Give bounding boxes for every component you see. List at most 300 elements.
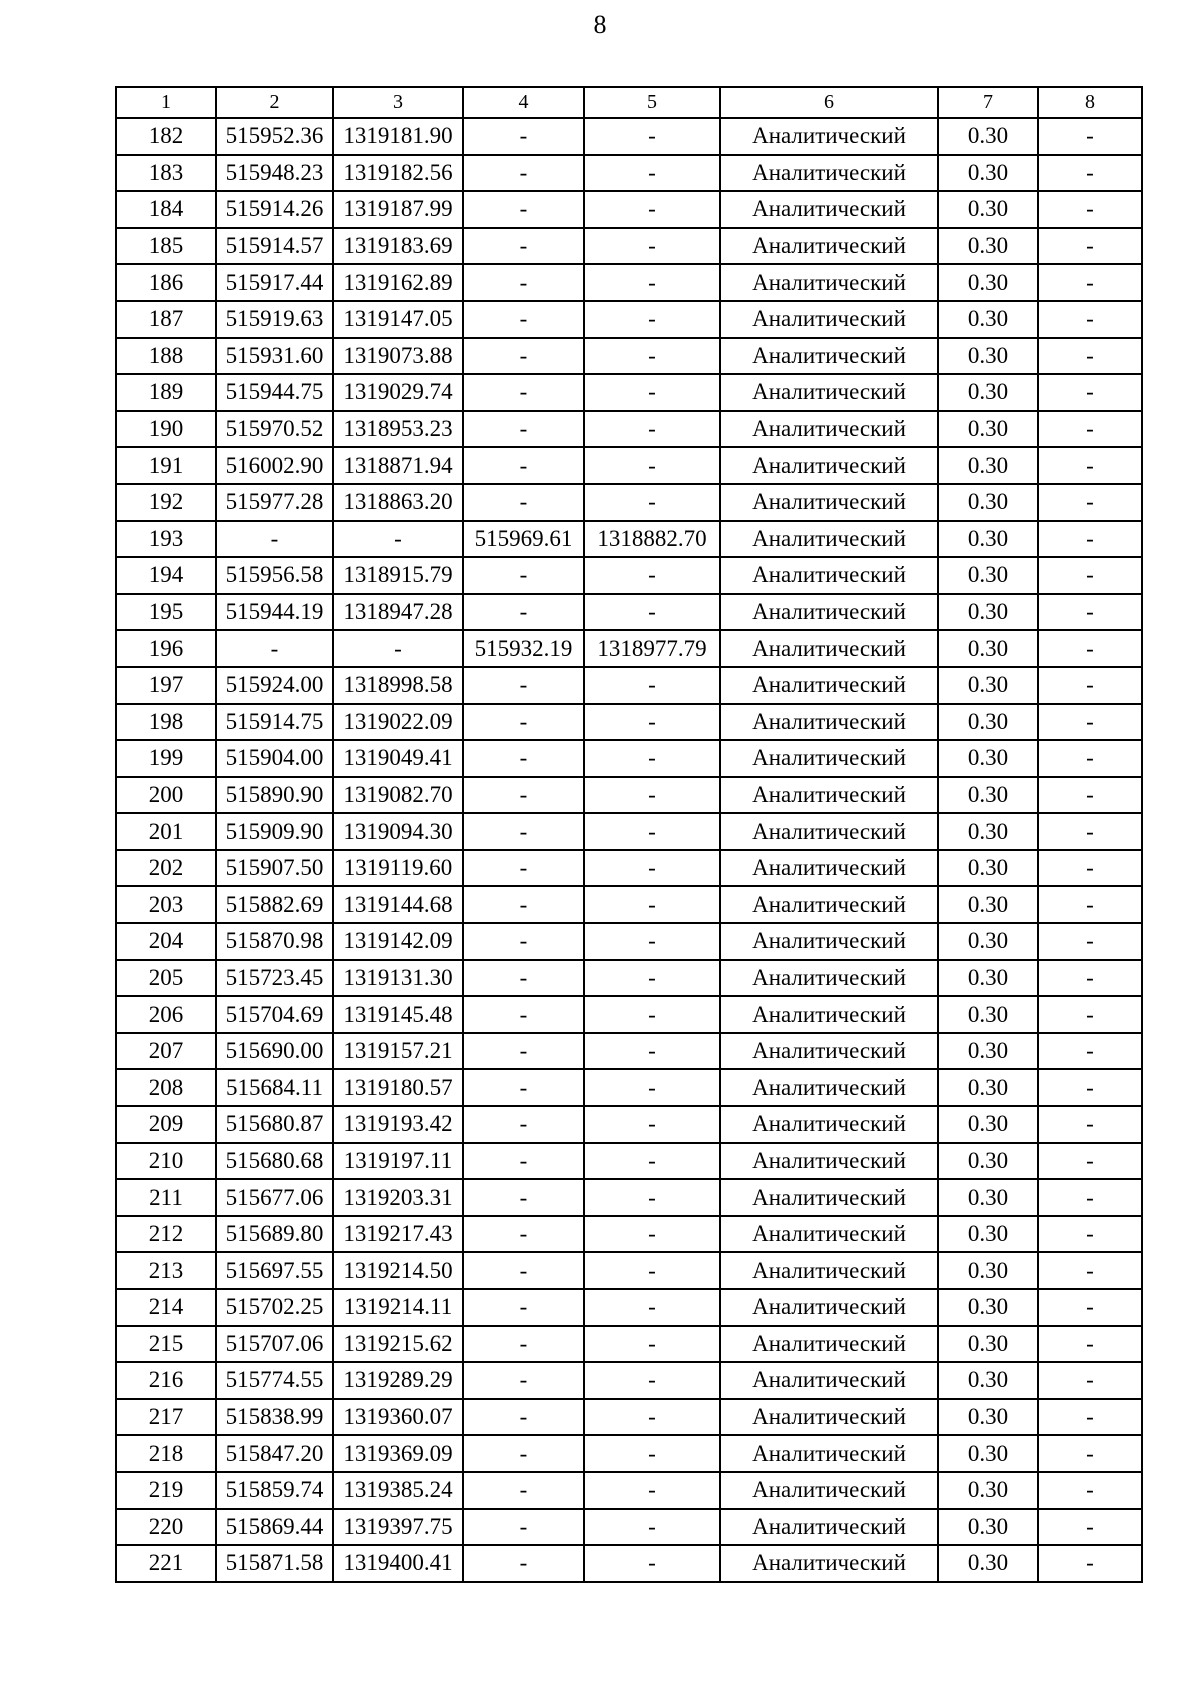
table-cell: - xyxy=(463,484,584,521)
table-row xyxy=(116,521,1142,558)
table-row xyxy=(116,1252,1142,1289)
table-cell: 515859.74 xyxy=(216,1472,333,1509)
table-cell: - xyxy=(584,411,720,448)
table-row xyxy=(116,1143,1142,1180)
table-cell: - xyxy=(1038,704,1142,741)
table-cell: Аналитический xyxy=(720,704,938,741)
table-row xyxy=(116,484,1142,521)
table-cell: 193 xyxy=(116,521,216,558)
table-cell: - xyxy=(1038,1069,1142,1106)
table-cell: - xyxy=(1038,960,1142,997)
table-cell: 0.30 xyxy=(938,850,1038,887)
table-row xyxy=(116,1472,1142,1509)
table-cell: - xyxy=(584,704,720,741)
table-cell: Аналитический xyxy=(720,1435,938,1472)
table-cell: - xyxy=(584,338,720,375)
table-cell: 515871.58 xyxy=(216,1545,333,1582)
table-cell: 214 xyxy=(116,1289,216,1326)
table-cell: - xyxy=(1038,301,1142,338)
table-cell: 515909.90 xyxy=(216,813,333,850)
table-row xyxy=(116,191,1142,228)
table-cell: Аналитический xyxy=(720,1216,938,1253)
table-cell: 0.30 xyxy=(938,411,1038,448)
table-cell: - xyxy=(463,338,584,375)
table-cell: 1319369.09 xyxy=(333,1435,463,1472)
table-cell: Аналитический xyxy=(720,1143,938,1180)
table-cell: - xyxy=(463,1033,584,1070)
table-cell: 198 xyxy=(116,704,216,741)
table-cell: - xyxy=(216,630,333,667)
table-cell: 1319197.11 xyxy=(333,1143,463,1180)
table-cell: - xyxy=(1038,777,1142,814)
table-cell: 1319157.21 xyxy=(333,1033,463,1070)
table-cell: 515774.55 xyxy=(216,1362,333,1399)
table-cell: 219 xyxy=(116,1472,216,1509)
table-cell: - xyxy=(584,1216,720,1253)
table-row xyxy=(116,1509,1142,1546)
table-cell: 1318998.58 xyxy=(333,667,463,704)
table-cell: 0.30 xyxy=(938,630,1038,667)
table-cell: Аналитический xyxy=(720,1252,938,1289)
table-cell: - xyxy=(463,1179,584,1216)
table-cell: - xyxy=(584,1106,720,1143)
table-cell: 182 xyxy=(116,118,216,155)
table-cell: Аналитический xyxy=(720,557,938,594)
table-cell: 515948.23 xyxy=(216,155,333,192)
table-cell: - xyxy=(1038,1326,1142,1363)
table-cell: - xyxy=(1038,1472,1142,1509)
table-cell: - xyxy=(1038,667,1142,704)
table-row xyxy=(116,886,1142,923)
table-cell: 205 xyxy=(116,960,216,997)
table-cell: 1319183.69 xyxy=(333,228,463,265)
table-row xyxy=(116,923,1142,960)
table-cell: - xyxy=(584,1033,720,1070)
table-cell: 1319022.09 xyxy=(333,704,463,741)
table-cell: 515944.19 xyxy=(216,594,333,631)
table-cell: - xyxy=(463,813,584,850)
table-cell: 1319215.62 xyxy=(333,1326,463,1363)
table-cell: - xyxy=(1038,1179,1142,1216)
table-cell: - xyxy=(1038,557,1142,594)
table-cell: - xyxy=(584,484,720,521)
table-cell: 515847.20 xyxy=(216,1435,333,1472)
table-cell: 1319131.30 xyxy=(333,960,463,997)
table-cell: 515977.28 xyxy=(216,484,333,521)
table-cell: - xyxy=(463,996,584,1033)
table-cell: 195 xyxy=(116,594,216,631)
table-cell: 515944.75 xyxy=(216,374,333,411)
table-row xyxy=(116,1326,1142,1363)
table-row xyxy=(116,1362,1142,1399)
table-cell: - xyxy=(463,1252,584,1289)
table-cell: - xyxy=(463,557,584,594)
table-cell: - xyxy=(584,996,720,1033)
table-cell: Аналитический xyxy=(720,411,938,448)
table-cell: 1319094.30 xyxy=(333,813,463,850)
table-cell: 216 xyxy=(116,1362,216,1399)
table-cell: - xyxy=(1038,630,1142,667)
column-header: 8 xyxy=(1038,87,1142,118)
table-row xyxy=(116,1399,1142,1436)
table-cell: - xyxy=(463,191,584,228)
table-cell: - xyxy=(584,1472,720,1509)
table-cell: Аналитический xyxy=(720,777,938,814)
table-cell: - xyxy=(1038,338,1142,375)
table-cell: - xyxy=(1038,1435,1142,1472)
table-row xyxy=(116,155,1142,192)
table-cell: - xyxy=(463,1399,584,1436)
table-cell: 1319147.05 xyxy=(333,301,463,338)
table-cell: 0.30 xyxy=(938,1069,1038,1106)
table-row xyxy=(116,1069,1142,1106)
table-cell: 515882.69 xyxy=(216,886,333,923)
table-cell: Аналитический xyxy=(720,264,938,301)
table-row xyxy=(116,264,1142,301)
table-cell: Аналитический xyxy=(720,301,938,338)
table-cell: - xyxy=(1038,228,1142,265)
table-cell: Аналитический xyxy=(720,1326,938,1363)
column-header: 7 xyxy=(938,87,1038,118)
table-cell: - xyxy=(584,228,720,265)
table-cell: 515907.50 xyxy=(216,850,333,887)
table-cell: - xyxy=(584,960,720,997)
table-cell: - xyxy=(584,667,720,704)
table-cell: 189 xyxy=(116,374,216,411)
table-cell: - xyxy=(1038,521,1142,558)
table-body xyxy=(116,118,1142,1582)
table-cell: 515919.63 xyxy=(216,301,333,338)
table-cell: 515684.11 xyxy=(216,1069,333,1106)
table-cell: 187 xyxy=(116,301,216,338)
table-cell: - xyxy=(463,1509,584,1546)
table-cell: - xyxy=(584,850,720,887)
table-cell: 515952.36 xyxy=(216,118,333,155)
table-cell: 0.30 xyxy=(938,1545,1038,1582)
table-cell: 0.30 xyxy=(938,1362,1038,1399)
table-cell: - xyxy=(584,1399,720,1436)
table-cell: - xyxy=(1038,850,1142,887)
table-cell: 515870.98 xyxy=(216,923,333,960)
table-cell: Аналитический xyxy=(720,1545,938,1582)
column-header: 4 xyxy=(463,87,584,118)
table-cell: - xyxy=(463,1435,584,1472)
table-cell: 185 xyxy=(116,228,216,265)
table-cell: - xyxy=(584,1289,720,1326)
table-row xyxy=(116,850,1142,887)
table-cell: 192 xyxy=(116,484,216,521)
table-cell: Аналитический xyxy=(720,813,938,850)
table-cell: 210 xyxy=(116,1143,216,1180)
table-cell: 211 xyxy=(116,1179,216,1216)
table-cell: 515838.99 xyxy=(216,1399,333,1436)
table-cell: Аналитический xyxy=(720,886,938,923)
table-cell: 0.30 xyxy=(938,667,1038,704)
table-cell: 183 xyxy=(116,155,216,192)
table-cell: 199 xyxy=(116,740,216,777)
table-cell: 1319203.31 xyxy=(333,1179,463,1216)
table-cell: 0.30 xyxy=(938,301,1038,338)
table-cell: 515914.57 xyxy=(216,228,333,265)
table-cell: 0.30 xyxy=(938,228,1038,265)
table-cell: 0.30 xyxy=(938,1216,1038,1253)
table-cell: 0.30 xyxy=(938,155,1038,192)
table-cell: - xyxy=(584,447,720,484)
table-cell: Аналитический xyxy=(720,155,938,192)
column-header: 6 xyxy=(720,87,938,118)
table-cell: Аналитический xyxy=(720,484,938,521)
table-cell: 1319193.42 xyxy=(333,1106,463,1143)
table-row xyxy=(116,667,1142,704)
table-row xyxy=(116,1216,1142,1253)
table-cell: - xyxy=(463,301,584,338)
table-cell: - xyxy=(463,155,584,192)
table-cell: - xyxy=(584,191,720,228)
table-cell: - xyxy=(1038,374,1142,411)
table-cell: - xyxy=(463,118,584,155)
table-cell: 515690.00 xyxy=(216,1033,333,1070)
table-cell: Аналитический xyxy=(720,850,938,887)
table-cell: Аналитический xyxy=(720,1509,938,1546)
table-cell: - xyxy=(333,521,463,558)
table-cell: Аналитический xyxy=(720,1362,938,1399)
table-row xyxy=(116,594,1142,631)
table-cell: - xyxy=(463,1069,584,1106)
table-cell: - xyxy=(584,740,720,777)
table-cell: 515914.75 xyxy=(216,704,333,741)
table-cell: 191 xyxy=(116,447,216,484)
table-cell: 515697.55 xyxy=(216,1252,333,1289)
table-cell: 0.30 xyxy=(938,740,1038,777)
table-cell: 515677.06 xyxy=(216,1179,333,1216)
table-row xyxy=(116,1106,1142,1143)
column-header: 2 xyxy=(216,87,333,118)
table-cell: - xyxy=(584,1362,720,1399)
table-cell: 215 xyxy=(116,1326,216,1363)
table-cell: - xyxy=(584,886,720,923)
table-cell: 515704.69 xyxy=(216,996,333,1033)
table-cell: 1319182.56 xyxy=(333,155,463,192)
table-cell: 208 xyxy=(116,1069,216,1106)
table-cell: - xyxy=(584,1435,720,1472)
table-cell: 184 xyxy=(116,191,216,228)
table-cell: 1319049.41 xyxy=(333,740,463,777)
table-cell: 186 xyxy=(116,264,216,301)
table-row xyxy=(116,813,1142,850)
table-header-row xyxy=(116,87,1142,118)
table-cell: - xyxy=(1038,264,1142,301)
table-cell: - xyxy=(463,704,584,741)
table-cell: 1319142.09 xyxy=(333,923,463,960)
table-cell: - xyxy=(463,850,584,887)
table-cell: 1319029.74 xyxy=(333,374,463,411)
table-row xyxy=(116,777,1142,814)
table-cell: - xyxy=(463,594,584,631)
table-cell: 515931.60 xyxy=(216,338,333,375)
table-cell: - xyxy=(463,667,584,704)
table-cell: - xyxy=(463,447,584,484)
table-cell: - xyxy=(1038,118,1142,155)
table-cell: 515723.45 xyxy=(216,960,333,997)
table-cell: 188 xyxy=(116,338,216,375)
table-cell: - xyxy=(584,1179,720,1216)
table-cell: Аналитический xyxy=(720,447,938,484)
table-cell: 212 xyxy=(116,1216,216,1253)
table-cell: Аналитический xyxy=(720,960,938,997)
table-cell: 0.30 xyxy=(938,338,1038,375)
table-cell: Аналитический xyxy=(720,923,938,960)
table-cell: - xyxy=(584,1069,720,1106)
table-cell: - xyxy=(1038,155,1142,192)
table-row xyxy=(116,557,1142,594)
table-cell: - xyxy=(463,886,584,923)
table-row xyxy=(116,411,1142,448)
table-cell: 0.30 xyxy=(938,264,1038,301)
table-cell: - xyxy=(584,1252,720,1289)
table-cell: 515702.25 xyxy=(216,1289,333,1326)
table-cell: 515707.06 xyxy=(216,1326,333,1363)
table-cell: 1319400.41 xyxy=(333,1545,463,1582)
table-cell: - xyxy=(584,777,720,814)
table-cell: 1319187.99 xyxy=(333,191,463,228)
table-cell: - xyxy=(1038,1216,1142,1253)
table-cell: 1319082.70 xyxy=(333,777,463,814)
table-cell: 515917.44 xyxy=(216,264,333,301)
table-cell: - xyxy=(1038,1252,1142,1289)
table-cell: 0.30 xyxy=(938,1326,1038,1363)
table-cell: 1318915.79 xyxy=(333,557,463,594)
column-header: 1 xyxy=(116,87,216,118)
table-cell: - xyxy=(1038,1143,1142,1180)
table-cell: 0.30 xyxy=(938,960,1038,997)
table-cell: - xyxy=(463,960,584,997)
table-cell: - xyxy=(1038,1362,1142,1399)
table-cell: 1319073.88 xyxy=(333,338,463,375)
table-cell: 0.30 xyxy=(938,1399,1038,1436)
table-cell: - xyxy=(1038,1399,1142,1436)
table-cell: - xyxy=(1038,813,1142,850)
table-cell: 515680.87 xyxy=(216,1106,333,1143)
table-cell: 203 xyxy=(116,886,216,923)
table-cell: - xyxy=(584,923,720,960)
table-cell: 0.30 xyxy=(938,484,1038,521)
table-cell: 213 xyxy=(116,1252,216,1289)
table-cell: 190 xyxy=(116,411,216,448)
table-cell: 0.30 xyxy=(938,191,1038,228)
table-cell: - xyxy=(584,1326,720,1363)
table-cell: 1318882.70 xyxy=(584,521,720,558)
table-cell: - xyxy=(584,557,720,594)
table-row xyxy=(116,338,1142,375)
table-cell: 202 xyxy=(116,850,216,887)
table-cell: 515689.80 xyxy=(216,1216,333,1253)
table-row xyxy=(116,1289,1142,1326)
table-cell: 515904.00 xyxy=(216,740,333,777)
table-row xyxy=(116,704,1142,741)
table-cell: 1319360.07 xyxy=(333,1399,463,1436)
table-cell: - xyxy=(1038,996,1142,1033)
table-cell: Аналитический xyxy=(720,1069,938,1106)
table-cell: 0.30 xyxy=(938,557,1038,594)
table-cell: - xyxy=(463,1106,584,1143)
table-cell: 0.30 xyxy=(938,886,1038,923)
table-cell: 1319119.60 xyxy=(333,850,463,887)
table-cell: 0.30 xyxy=(938,1252,1038,1289)
table-cell: - xyxy=(1038,886,1142,923)
table-row xyxy=(116,374,1142,411)
table-cell: 1318947.28 xyxy=(333,594,463,631)
table-cell: 1319217.43 xyxy=(333,1216,463,1253)
table-cell: 207 xyxy=(116,1033,216,1070)
table-cell: Аналитический xyxy=(720,667,938,704)
table-row xyxy=(116,1545,1142,1582)
table-cell: 1319289.29 xyxy=(333,1362,463,1399)
table-cell: Аналитический xyxy=(720,1289,938,1326)
table-cell: - xyxy=(463,374,584,411)
table-cell: 515680.68 xyxy=(216,1143,333,1180)
table-cell: - xyxy=(216,521,333,558)
table-cell: Аналитический xyxy=(720,1472,938,1509)
table-cell: Аналитический xyxy=(720,740,938,777)
table-cell: Аналитический xyxy=(720,1106,938,1143)
table-row xyxy=(116,740,1142,777)
table-cell: - xyxy=(463,1326,584,1363)
table-cell: 1319145.48 xyxy=(333,996,463,1033)
table-cell: - xyxy=(463,264,584,301)
table-cell: 1319214.11 xyxy=(333,1289,463,1326)
table-cell: - xyxy=(584,594,720,631)
table-cell: - xyxy=(1038,1289,1142,1326)
table-cell: - xyxy=(1038,447,1142,484)
table-row xyxy=(116,228,1142,265)
table-cell: - xyxy=(1038,191,1142,228)
table-cell: - xyxy=(463,1362,584,1399)
table-cell: 0.30 xyxy=(938,118,1038,155)
table-row xyxy=(116,960,1142,997)
table-cell: Аналитический xyxy=(720,1399,938,1436)
table-cell: - xyxy=(463,923,584,960)
table-cell: 1318863.20 xyxy=(333,484,463,521)
table-cell: - xyxy=(584,1143,720,1180)
table-cell: 515914.26 xyxy=(216,191,333,228)
table-cell: - xyxy=(1038,1033,1142,1070)
table-cell: - xyxy=(584,1509,720,1546)
table-cell: - xyxy=(1038,740,1142,777)
table-cell: 515890.90 xyxy=(216,777,333,814)
table-cell: - xyxy=(584,1545,720,1582)
table-cell: - xyxy=(584,374,720,411)
table-cell: 196 xyxy=(116,630,216,667)
table-cell: 515956.58 xyxy=(216,557,333,594)
table-cell: 217 xyxy=(116,1399,216,1436)
table-cell: 1319181.90 xyxy=(333,118,463,155)
table-cell: 204 xyxy=(116,923,216,960)
table-cell: - xyxy=(463,411,584,448)
table-cell: Аналитический xyxy=(720,118,938,155)
table-cell: 221 xyxy=(116,1545,216,1582)
coordinates-table xyxy=(115,86,1143,1583)
table-cell: 201 xyxy=(116,813,216,850)
table-cell: 1319397.75 xyxy=(333,1509,463,1546)
table-cell: - xyxy=(463,228,584,265)
table-cell: - xyxy=(584,264,720,301)
table-cell: Аналитический xyxy=(720,521,938,558)
table-cell: - xyxy=(1038,1509,1142,1546)
table-row xyxy=(116,630,1142,667)
table-cell: 515869.44 xyxy=(216,1509,333,1546)
table-cell: 1319144.68 xyxy=(333,886,463,923)
column-header: 3 xyxy=(333,87,463,118)
